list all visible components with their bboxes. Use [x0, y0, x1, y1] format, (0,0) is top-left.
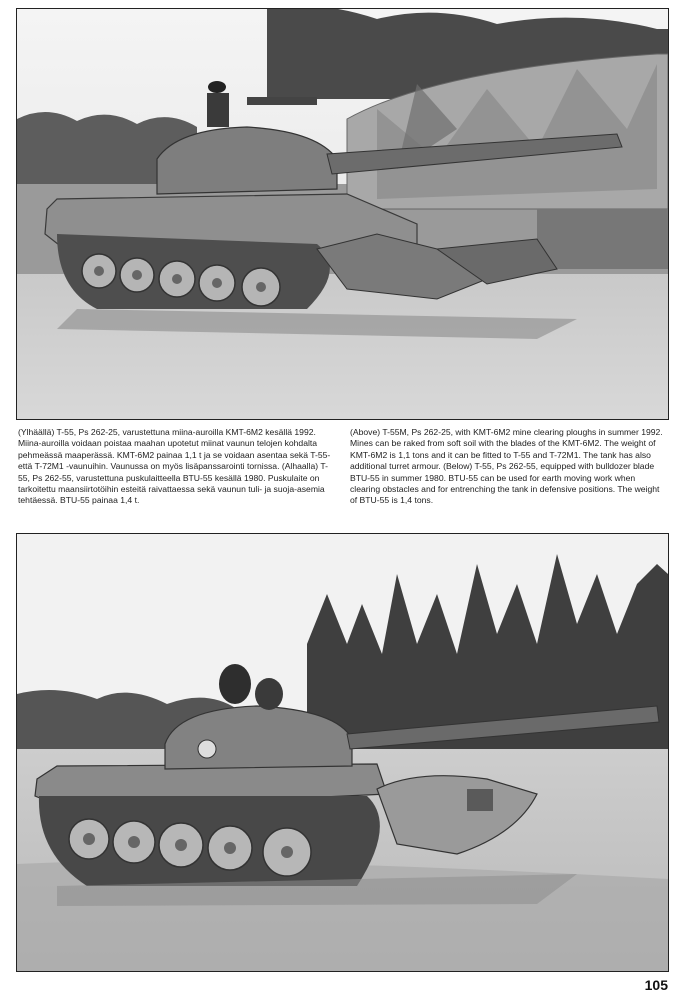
t55-btu55-illustration — [17, 534, 668, 971]
page-number: 105 — [644, 977, 668, 993]
t55-btu55-photo — [16, 533, 669, 972]
t55-kmt6m2-illustration — [17, 9, 668, 419]
caption-finnish: (Ylhäällä) T-55, Ps 262-25, varustettuna miina-auroilla KMT-6M2 kesällä 1992. Miina-auroilla voidaan poistaa maahan upotetut miinat vaunun telojen kohdalta pehmeässä maaperässä. KMT-6M2 painaa 1,1 t ja se voidaan asentaa sekä T-55- että T-72M1 -vaunuihin. Vaunussa on myös lisäpanssarointi tornissa. (Alhaalla) T-55, Ps 262-55, varustettuna puskulaitteella BTU-55 kesällä 1980. Puskulaite on tarkoitettu maansiirtotöihin esteitä raivattaessa sekä vaunun tuli- ja suoja-asemia tehtäessä. BTU-55 painaa 1,4 t. — [18, 427, 331, 506]
t55-kmt6m2-photo — [16, 8, 669, 420]
caption-english: (Above) T-55M, Ps 262-25, with KMT-6M2 mine clearing ploughs in summer 1992. Mines can be raked from soft soil with the blades of the KMT-6M2. The weight of KMT-6M2 is 1,1 tons and it can be fitted to T-55 and T-72M1. The tank has also additional turret armour. (Below) T-55, Ps 262-55, equipped with bulldozer blade BTU-55 in summer 1980. BTU-55 can be used for earth moving work when clearing obstacles and for entrenching the tank in defensive positions. The weight of BTU-55 is 1,4 tons. — [350, 427, 663, 506]
